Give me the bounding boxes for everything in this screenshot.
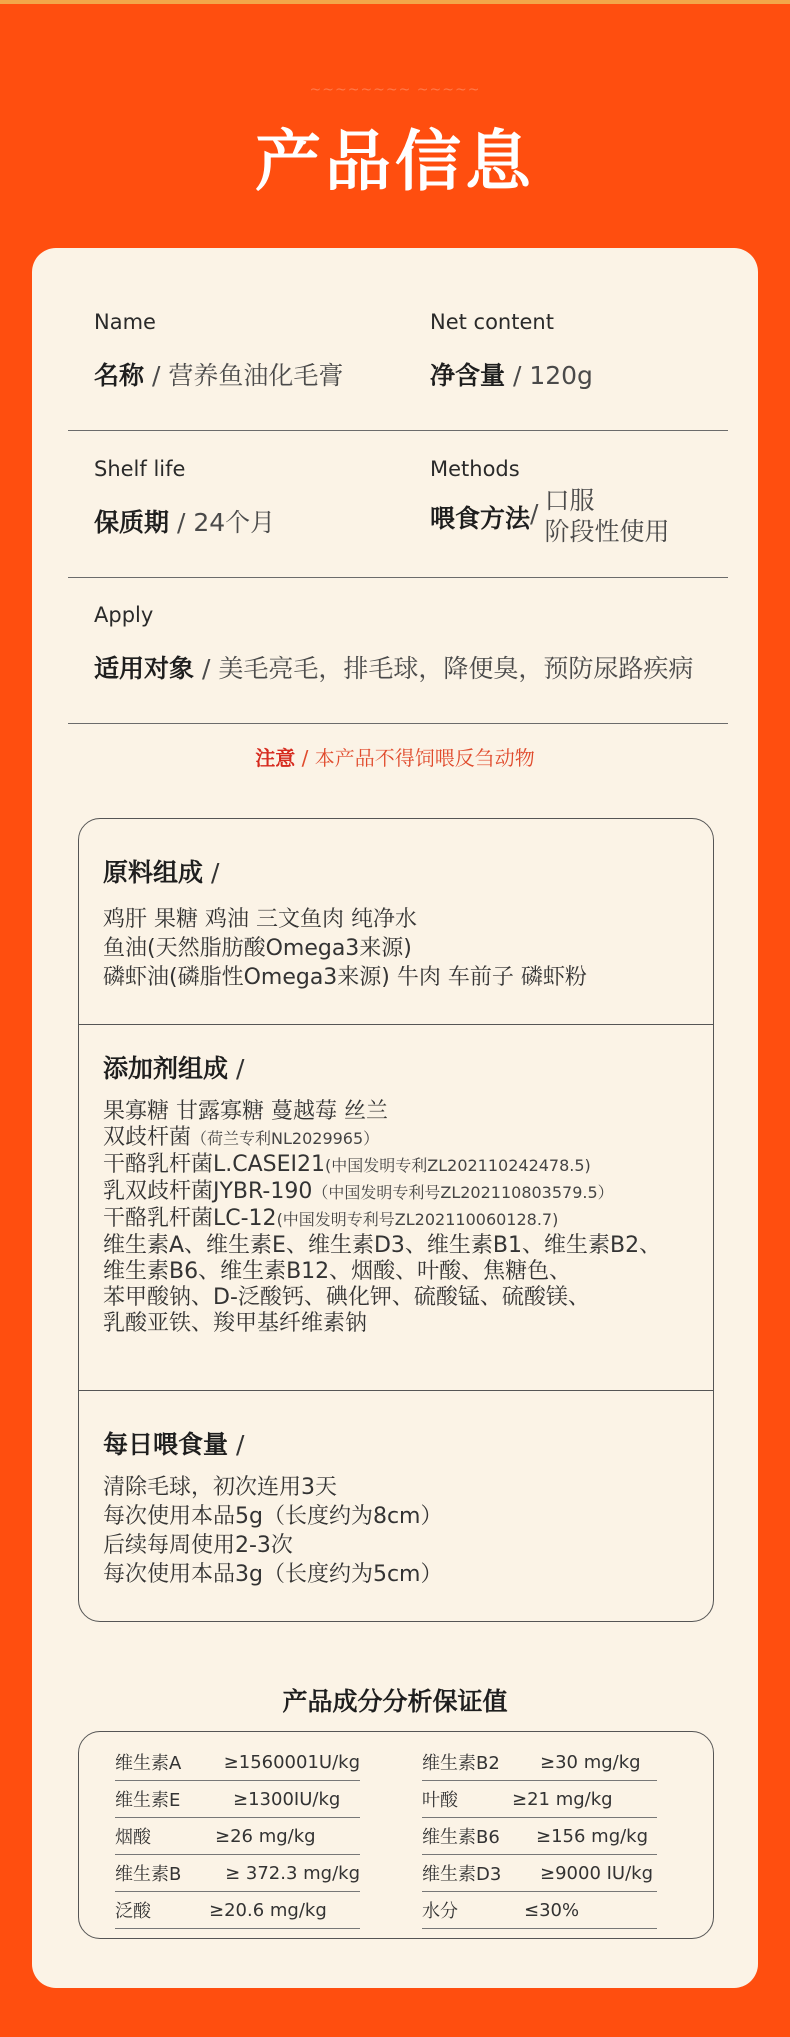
daily-feeding-list	[103, 1473, 443, 1589]
methods-field	[430, 457, 669, 547]
methods-value-2: 阶段性使用	[544, 517, 670, 546]
nutrient-value: ≥ 372.3 mg/kg	[225, 1862, 360, 1884]
methods-label: 喂食方法	[430, 504, 531, 533]
info-row-shelf	[68, 457, 728, 578]
daily-line: 清除毛球，初次连用3天	[103, 1475, 337, 1500]
additive-main: 干酪乳杆菌LC-12	[103, 1206, 277, 1231]
nutrient-value: ≥156 mg/kg	[536, 1825, 649, 1847]
analysis-row	[115, 1818, 360, 1855]
name-field	[94, 310, 343, 392]
nutrient-name: 烟酸	[115, 1827, 151, 1848]
analysis-row	[115, 1892, 360, 1929]
info-card	[32, 248, 758, 1988]
raw-materials-title	[103, 853, 219, 889]
additives-list	[103, 1099, 661, 1337]
additive-line	[103, 1125, 661, 1152]
additive-main: 双歧杆菌	[103, 1125, 192, 1150]
apply-value: 美毛亮毛，排毛球，降便臭，预防尿路疾病	[218, 654, 694, 683]
separator: /	[194, 654, 219, 683]
shelf-label: 保质期	[94, 508, 170, 537]
raw-line: 磷虾油(磷脂性Omega3来源) 牛肉 车前子 磷虾粉	[103, 965, 587, 990]
notice-label: 注意	[255, 746, 296, 770]
nutrient-name: 维生素B6	[422, 1827, 500, 1848]
nutrient-name: 维生素A	[115, 1753, 182, 1774]
nutrient-name: 维生素B2	[422, 1753, 500, 1774]
nutrient-value: ≥20.6 mg/kg	[209, 1899, 327, 1921]
additive-line: 果寡糖 甘露寡糖 蔓越莓 丝兰	[103, 1099, 388, 1124]
shelf-life-field	[94, 457, 275, 539]
methods-values	[544, 485, 669, 547]
page-title: 产品信息	[255, 123, 535, 200]
analysis-row	[115, 1781, 360, 1818]
apply-field	[94, 603, 693, 685]
net-value: 120g	[529, 361, 593, 390]
nutrient-value: ≥1300IU/kg	[233, 1788, 341, 1810]
net-value-line	[430, 356, 593, 392]
raw-materials-list	[103, 905, 587, 992]
methods-value-line	[430, 486, 670, 547]
additive-line: 乳酸亚铁、羧甲基纤维素钠	[103, 1311, 368, 1336]
ingredients-box	[78, 818, 714, 1622]
additives-title	[103, 1049, 244, 1085]
additive-line	[103, 1179, 661, 1206]
name-value: 营养鱼油化毛膏	[168, 361, 344, 390]
additive-line	[103, 1206, 661, 1233]
separator: /	[144, 361, 169, 390]
analysis-row	[422, 1744, 657, 1781]
apply-label: 适用对象	[94, 654, 195, 683]
name-value-line	[94, 356, 343, 392]
separator: /	[169, 508, 194, 537]
name-en-label: Name	[94, 310, 156, 334]
info-row-apply	[68, 603, 728, 724]
analysis-row	[422, 1818, 657, 1855]
patent-note: （荷兰专利NL2029965）	[191, 1129, 380, 1148]
daily-line: 每次使用本品5g（长度约为8cm）	[103, 1504, 443, 1529]
additive-line: 维生素B6、维生素B12、烟酸、叶酸、焦糖色、	[103, 1259, 572, 1284]
patent-note: （中国发明专利号ZL202110803579.5）	[312, 1183, 614, 1202]
nutrient-value: ≤30%	[524, 1899, 580, 1921]
additive-line: 苯甲酸钠、D-泛酸钙、碘化钾、硫酸锰、硫酸镁、	[103, 1285, 590, 1310]
daily-line: 后续每周使用2-3次	[103, 1533, 293, 1558]
raw-title-text: 原料组成	[103, 858, 204, 887]
shelf-value: 24个月	[193, 508, 276, 537]
patent-note: (中国发明专利号ZL202110060128.7)	[276, 1210, 559, 1229]
net-label: 净含量	[430, 361, 506, 390]
raw-line: 鱼油(天然脂肪酸Omega3来源)	[103, 936, 412, 961]
brand-watermark: ~~~~~~~~ ~~~~~	[309, 82, 481, 98]
nutrient-name: 维生素B	[115, 1864, 182, 1885]
analysis-table	[78, 1731, 714, 1939]
additive-main: 乳双歧杆菌JYBR-190	[103, 1179, 313, 1204]
methods-en-label: Methods	[430, 457, 520, 481]
analysis-row	[115, 1744, 360, 1781]
nutrient-name: 叶酸	[422, 1790, 458, 1811]
additive-main: 干酪乳杆菌L.CASEI21	[103, 1152, 326, 1177]
daily-title-text: 每日喂食量	[103, 1430, 229, 1459]
nutrient-value: ≥26 mg/kg	[215, 1825, 316, 1847]
apply-en-label: Apply	[94, 603, 154, 627]
analysis-row	[422, 1781, 657, 1818]
additive-line	[103, 1152, 661, 1179]
patent-note: (中国发明专利ZL202110242478.5)	[325, 1156, 591, 1175]
shelf-value-line	[94, 503, 275, 539]
notice-text: / 本产品不得饲喂反刍动物	[295, 746, 535, 770]
raw-line: 鸡肝 果糖 鸡油 三文鱼肉 纯净水	[103, 907, 417, 932]
analysis-right-column	[422, 1744, 657, 1929]
separator: /	[203, 858, 220, 887]
nutrient-name: 泛酸	[115, 1901, 151, 1922]
separator: /	[530, 499, 539, 528]
top-accent-line	[0, 0, 790, 4]
net-en-label: Net content	[430, 310, 554, 334]
separator: /	[505, 361, 530, 390]
daily-feeding-section	[79, 1390, 713, 1622]
nutrient-value: ≥30 mg/kg	[540, 1751, 641, 1773]
nutrient-value: ≥9000 IU/kg	[540, 1862, 654, 1884]
nutrient-value: ≥21 mg/kg	[512, 1788, 613, 1810]
separator: /	[228, 1430, 245, 1459]
nutrient-name: 维生素E	[115, 1790, 181, 1811]
nutrient-name: 水分	[422, 1901, 458, 1922]
analysis-left-column	[115, 1744, 360, 1929]
additives-section	[79, 1024, 713, 1391]
analysis-row	[115, 1855, 360, 1892]
net-content-field	[430, 310, 593, 392]
additives-title-text: 添加剂组成	[103, 1054, 229, 1083]
daily-line: 每次使用本品3g（长度约为5cm）	[103, 1562, 443, 1587]
analysis-title: 产品成分分析保证值	[282, 1687, 508, 1716]
nutrient-value: ≥1560001U/kg	[223, 1751, 360, 1773]
analysis-row	[422, 1855, 657, 1892]
info-row-name	[68, 310, 728, 431]
daily-feeding-title	[103, 1425, 244, 1461]
analysis-row	[422, 1892, 657, 1929]
notice-line	[32, 742, 758, 771]
shelf-en-label: Shelf life	[94, 457, 186, 481]
apply-value-line	[94, 649, 693, 685]
methods-value-1: 口服	[544, 486, 595, 515]
additive-line: 维生素A、维生素E、维生素D3、维生素B1、维生素B2、	[103, 1233, 662, 1258]
nutrient-name: 维生素D3	[422, 1864, 502, 1885]
raw-materials-section	[79, 819, 713, 1024]
separator: /	[228, 1054, 245, 1083]
name-label: 名称	[94, 361, 145, 390]
